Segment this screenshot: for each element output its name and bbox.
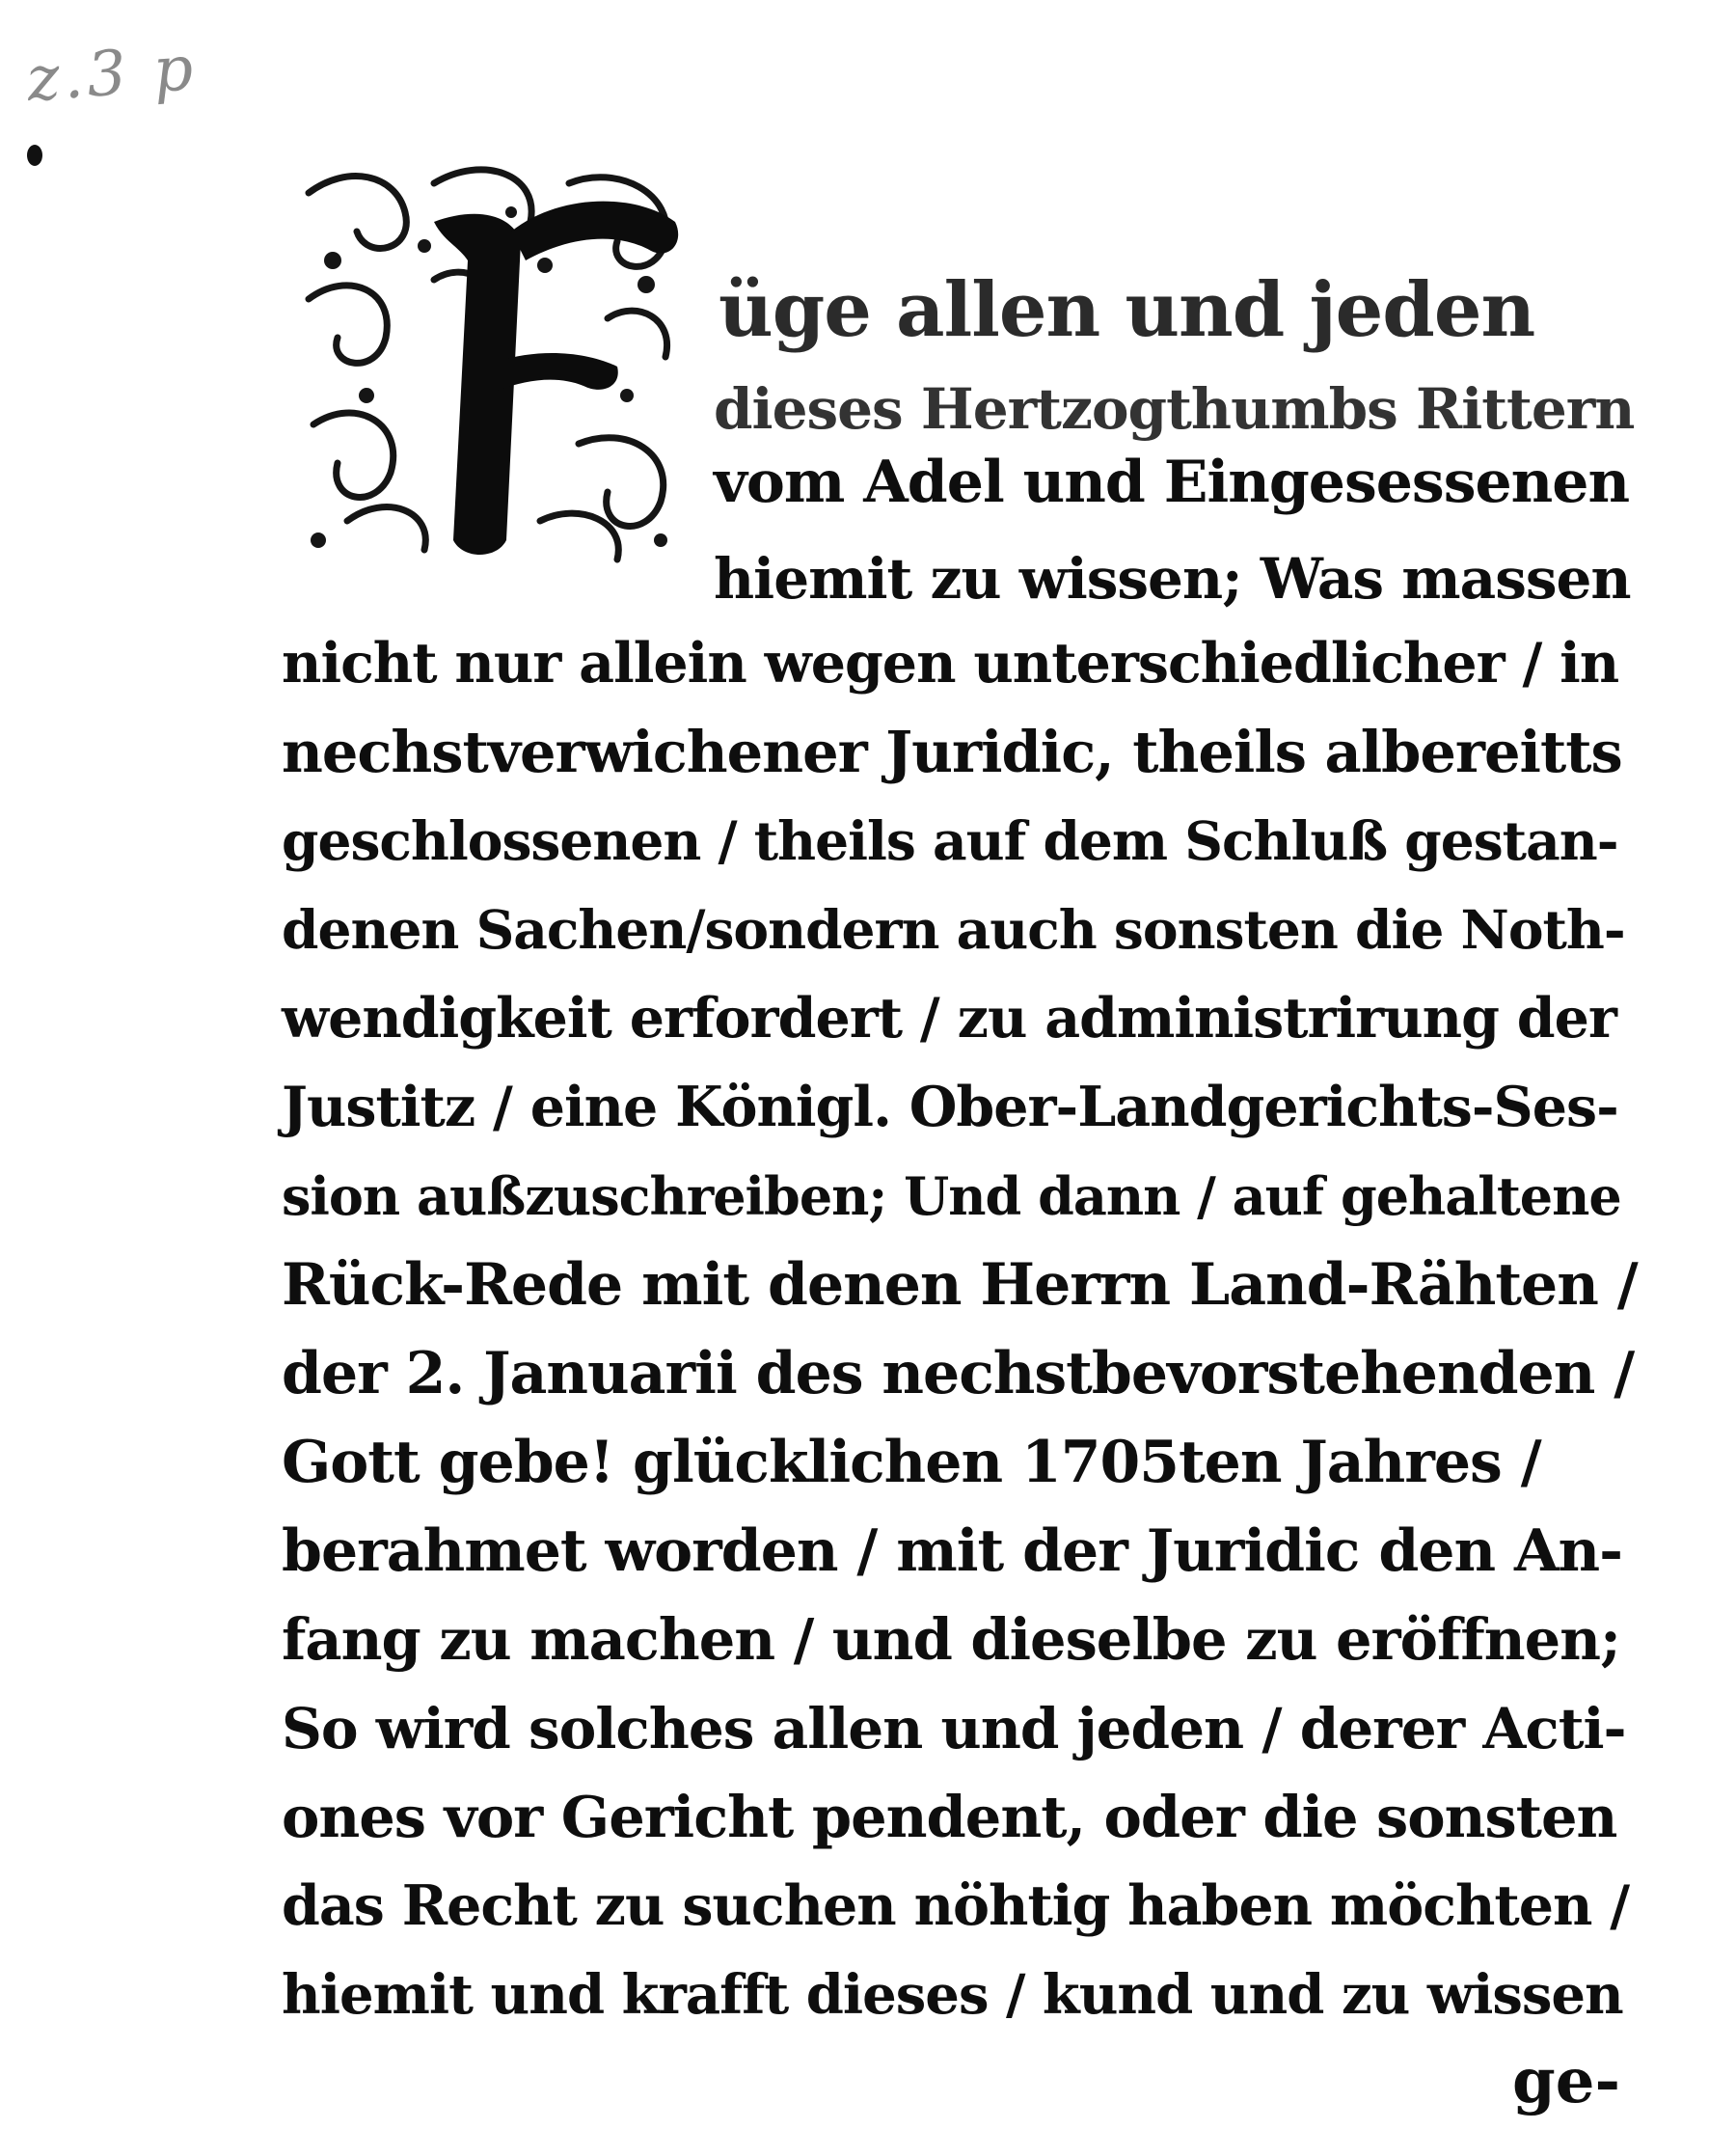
text-line: der 2. Januarii des nechstbevorstehenden / (282, 1340, 1635, 1407)
text-line: hiemit zu wissen; Was massen (714, 546, 1631, 612)
text-line: hiemit und krafft dieses / kund und zu wissen (282, 1963, 1623, 2027)
text-line: wendigkeit erfordert / zu administrirung der (282, 986, 1616, 1051)
text-line: Gott gebe! glücklichen 1705ten Jahres / (282, 1429, 1541, 1496)
text-line: nicht nur allein wegen unterschiedlicher / in (282, 631, 1619, 696)
text-line: vom Adel und Eingesessenen (714, 449, 1630, 516)
text-line: fang zu machen / und dieselbe zu eröffnen; (282, 1606, 1620, 1673)
decorated-initial-letter (289, 154, 699, 569)
text-line: dieses Hertzogthumbs Rittern (714, 376, 1635, 442)
text-line: nechstverwichener Juridic, theils albereitts (282, 719, 1622, 785)
text-line: denen Sachen/sondern auch sonsten die Noth- (282, 898, 1625, 961)
text-line: sion außzuschreiben; Und dann / auf gehaltene (282, 1165, 1621, 1227)
text-line: Rück-Rede mit denen Herrn Land-Rähten / (282, 1251, 1638, 1319)
text-line: geschlossenen / theils auf dem Schluß gestan- (282, 809, 1618, 872)
text-line: Justitz / eine Königl. Ober-Landgerichts-Ses- (282, 1075, 1618, 1139)
text-line: berahmet worden / mit der Juridic den An- (282, 1517, 1623, 1585)
text-line: das Recht zu suchen nöhtig haben möchten / (282, 1873, 1630, 1938)
margin-pencil-note: z.3 p (24, 32, 200, 117)
text-line: So wird solches allen und jeden / derer Acti- (282, 1696, 1626, 1761)
catchword: ge- (1512, 2045, 1621, 2117)
ink-blot (27, 145, 42, 166)
text-line: ones vor Gericht pendent, oder die sonsten (282, 1784, 1617, 1850)
text-line: üge allen und jeden (719, 266, 1535, 354)
